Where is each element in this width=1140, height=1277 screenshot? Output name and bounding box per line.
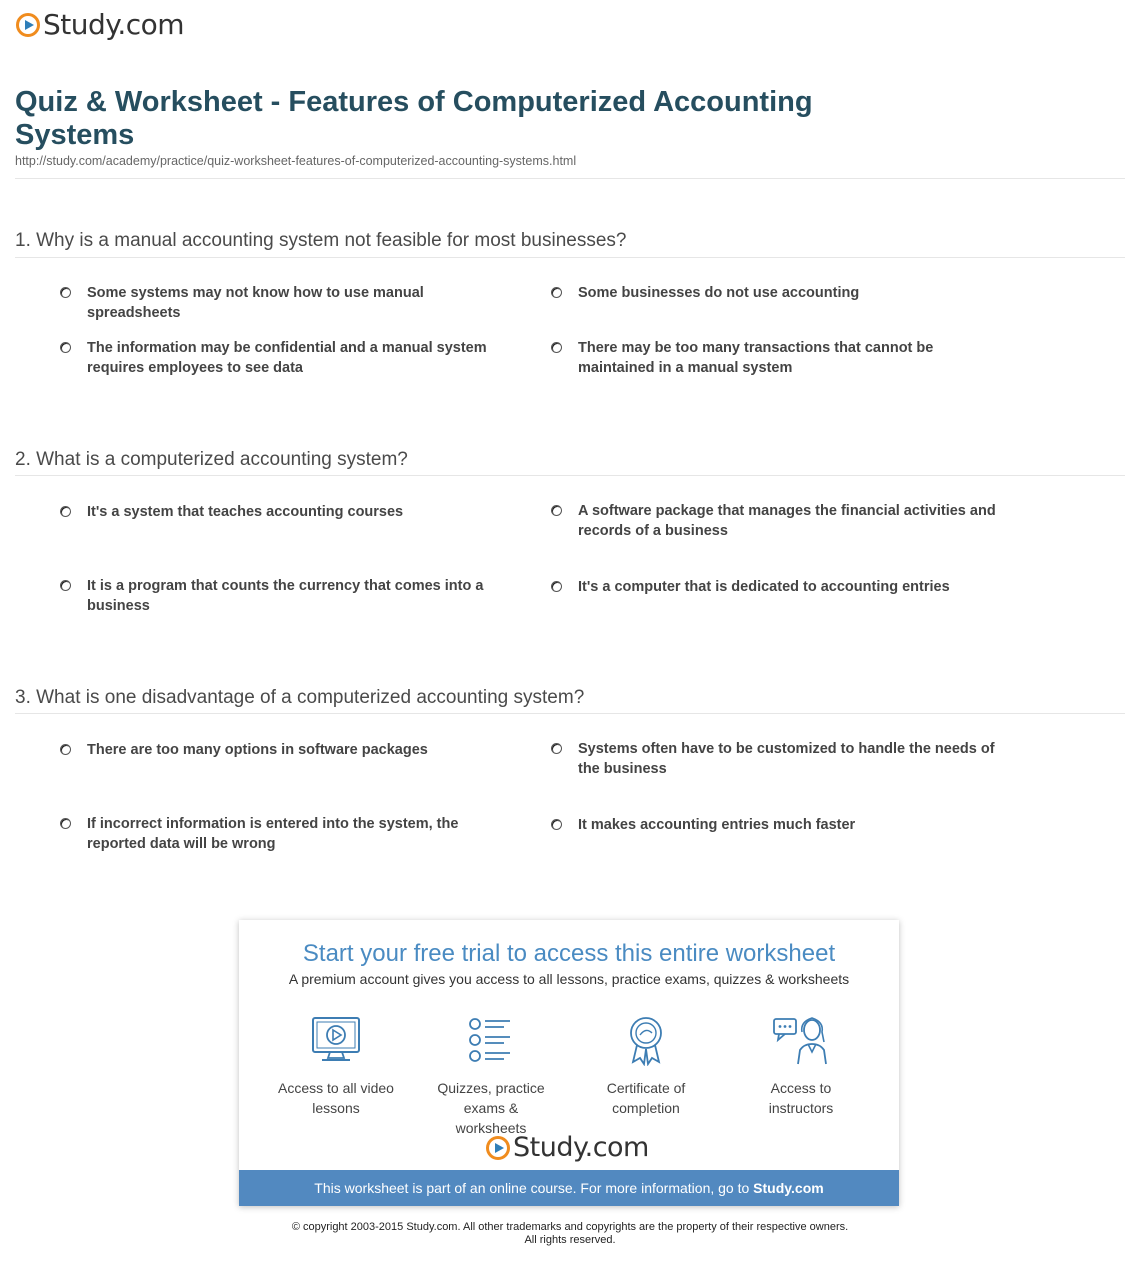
radio-icon[interactable] — [551, 505, 562, 516]
copyright-line: © copyright 2003-2015 Study.com. All other trademarks and copyrights are the property of their respective owners. — [291, 1221, 849, 1233]
divider — [15, 178, 1125, 179]
option-label: It's a system that teaches accounting courses — [87, 504, 404, 520]
play-logo-icon — [486, 1136, 510, 1160]
banner-link[interactable]: Study.com — [753, 1180, 824, 1196]
q1-option-c[interactable] — [60, 338, 510, 378]
copyright — [0, 1221, 1140, 1247]
option-label: Some businesses do not use accounting — [578, 285, 860, 301]
radio-icon[interactable] — [60, 580, 71, 591]
option-label: It's a computer that is dedicated to accounting entries — [578, 579, 950, 595]
q2-option-d[interactable] — [551, 577, 1001, 597]
quiz-list-icon — [464, 1016, 518, 1066]
radio-icon[interactable] — [551, 743, 562, 754]
option-label: There may be too many transactions that cannot be maintained in a manual system — [578, 340, 934, 376]
feature-label: Access to instructors — [768, 1080, 834, 1116]
play-logo-icon — [16, 13, 40, 37]
q1-option-a[interactable] — [60, 283, 510, 323]
radio-icon[interactable] — [551, 287, 562, 298]
feature-quizzes — [411, 1016, 571, 1138]
option-label: Some systems may not know how to use manual spreadsheets — [87, 285, 424, 321]
q3-option-c[interactable] — [60, 814, 510, 854]
q2-option-a[interactable] — [60, 502, 510, 522]
option-label: It is a program that counts the currency that comes into a business — [87, 578, 484, 614]
radio-icon[interactable] — [60, 744, 71, 755]
radio-icon[interactable] — [551, 342, 562, 353]
divider — [15, 713, 1125, 714]
question-1-title: 1. Why is a manual accounting system not feasible for most businesses? — [15, 230, 627, 251]
divider — [15, 475, 1125, 476]
feature-certificate — [566, 1016, 726, 1118]
option-label: Systems often have to be customized to handle the needs of the business — [578, 741, 995, 777]
question-3-title: 3. What is one disadvantage of a computerized accounting system? — [15, 687, 585, 708]
question-2-title: 2. What is a computerized accounting system? — [15, 449, 408, 470]
course-info-banner[interactable] — [239, 1170, 899, 1206]
radio-icon[interactable] — [551, 819, 562, 830]
logo-text: Study.com — [43, 8, 185, 41]
radio-icon[interactable] — [551, 581, 562, 592]
page-title: Quiz & Worksheet - Features of Computerized Accounting Systems — [15, 86, 813, 151]
promo-subheading: A premium account gives you access to all lessons, practice exams, quizzes & worksheets — [288, 971, 850, 987]
q2-option-b[interactable] — [551, 501, 1001, 541]
feature-label: Certificate of completion — [606, 1080, 686, 1116]
logo-text: Study.com — [513, 1132, 649, 1163]
banner-text: This worksheet is part of an online course. For more information, go to — [314, 1180, 750, 1196]
feature-label: Access to all video lessons — [278, 1080, 394, 1116]
option-label: There are too many options in software packages — [87, 742, 428, 758]
radio-icon[interactable] — [60, 506, 71, 517]
instructor-icon — [772, 1016, 830, 1066]
q3-option-a[interactable] — [60, 740, 510, 760]
q1-option-b[interactable] — [551, 283, 1001, 303]
page-url[interactable]: http://study.com/academy/practice/quiz-worksheet-features-of-computerized-accounting-systems.html — [15, 154, 577, 168]
option-label: The information may be confidential and a manual system requires employees to see data — [87, 340, 487, 376]
radio-icon[interactable] — [60, 818, 71, 829]
studycom-logo[interactable] — [16, 8, 184, 41]
video-lesson-icon — [309, 1016, 363, 1066]
feature-instructors — [721, 1016, 881, 1118]
promo-heading[interactable]: Start your free trial to access this entire worksheet — [302, 940, 836, 967]
feature-label: Quizzes, practice exams & worksheets — [437, 1080, 545, 1136]
certificate-icon — [619, 1016, 673, 1066]
radio-icon[interactable] — [60, 287, 71, 298]
free-trial-promo[interactable] — [239, 920, 899, 1206]
q1-option-d[interactable] — [551, 338, 1001, 378]
radio-icon[interactable] — [60, 342, 71, 353]
studycom-logo-promo[interactable] — [486, 1132, 649, 1163]
divider — [15, 257, 1125, 258]
feature-video-lessons — [256, 1016, 416, 1118]
option-label: A software package that manages the financial activities and records of a business — [578, 503, 996, 539]
option-label: It makes accounting entries much faster — [578, 817, 856, 833]
q3-option-d[interactable] — [551, 815, 1001, 835]
copyright-line: All rights reserved. — [524, 1234, 616, 1246]
q3-option-b[interactable] — [551, 739, 1001, 779]
option-label: If incorrect information is entered into the system, the reported data will be wrong — [87, 816, 459, 852]
q2-option-c[interactable] — [60, 576, 510, 616]
